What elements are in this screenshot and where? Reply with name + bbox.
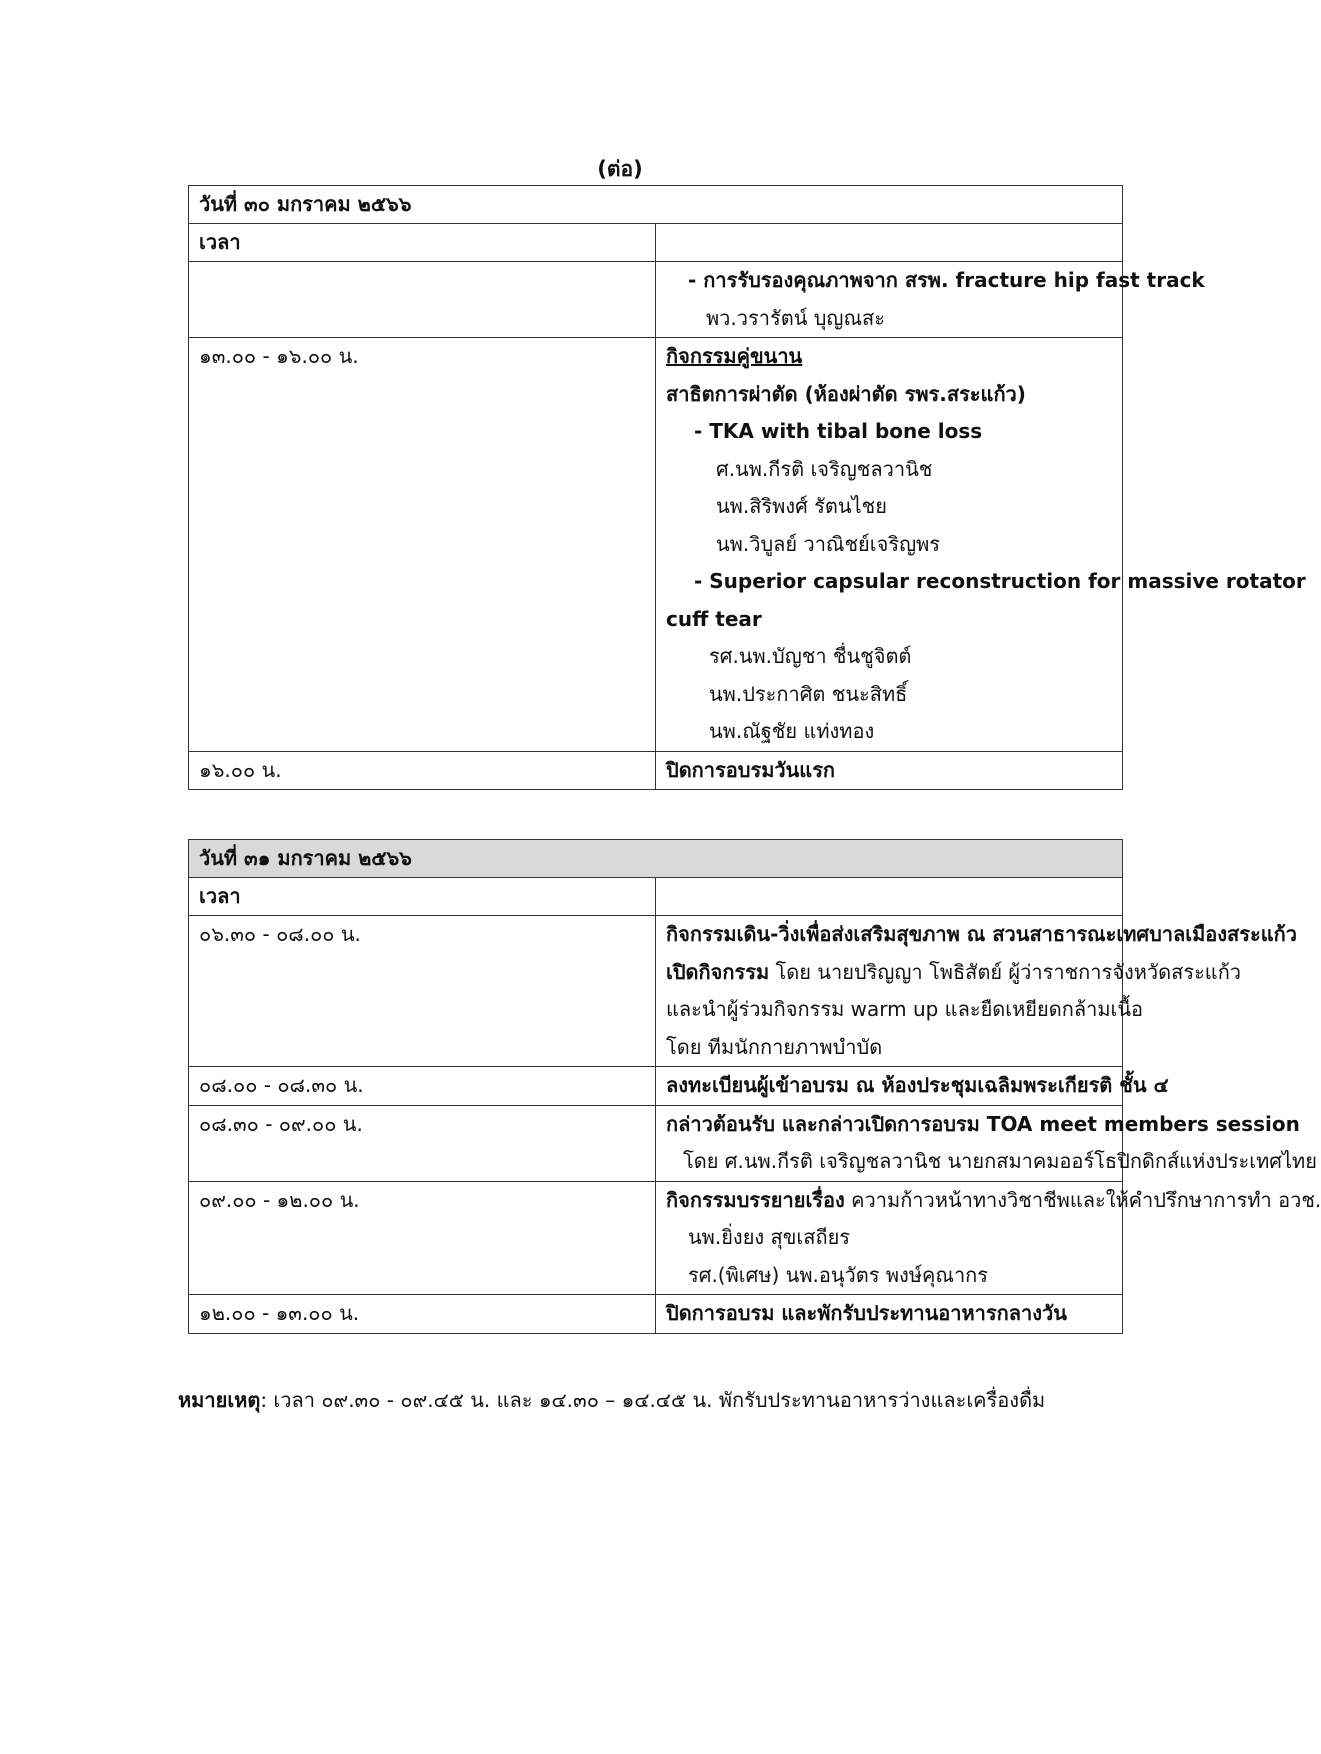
- activity-line: กล่าวต้อนรับ และกล่าวเปิดการอบรม TOA meet members session: [666, 1111, 1300, 1136]
- speaker-name: ศ.นพ.กีรติ เจริญชลวานิช: [716, 456, 933, 481]
- time-cell: ๑๖.๐๐ น.: [189, 751, 656, 790]
- activity-detail: ความก้าวหน้าทางวิชาชีพและให้คำปรึกษาการทำ อวช.: [844, 1187, 1321, 1212]
- activity-cell: [656, 916, 1297, 1067]
- column-label-row: [189, 224, 1123, 262]
- activity-line: - การรับรองคุณภาพจาก สรพ. fracture hip fast track: [688, 268, 1205, 292]
- speaker-name: นพ.ยิ่งยง สุขเสถียร: [688, 1225, 851, 1249]
- activity-cell: [656, 1181, 1321, 1295]
- activity-line: กิจกรรมเดิน-วิ่งเพื่อส่งเสริมสุขภาพ ณ สวนสาธารณะเทศบาลเมืองสระแก้ว: [666, 922, 1297, 946]
- table-row: [189, 1067, 1123, 1106]
- time-cell: ๐๖.๓๐ - ๐๘.๐๐ น.: [189, 916, 656, 1067]
- speaker-name: พว.วรารัตน์ บุญณสะ: [706, 305, 885, 330]
- time-cell: ๐๘.๓๐ - ๐๙.๐๐ น.: [189, 1105, 656, 1181]
- table-row: [189, 262, 1123, 338]
- activity-cell: [656, 1105, 1317, 1181]
- speaker-name: นพ.ประกาศิต ชนะสิทธิ์: [709, 681, 908, 706]
- time-column-label: เวลา: [189, 224, 656, 262]
- activity-label: เปิดกิจกรรม: [666, 959, 770, 984]
- continued-label: (ต่อ): [597, 157, 643, 181]
- table-row: [189, 916, 1123, 1067]
- day-header: วันที่ ๓๑ มกราคม ๒๕๖๖: [189, 840, 1123, 878]
- activity-item-continued: cuff tear: [666, 606, 762, 631]
- activity-line: [666, 1182, 1321, 1220]
- activity-line: โดย ศ.นพ.กีรติ เจริญชลวานิช นายกสมาคมออร์โธปิกดิกส์แห่งประเทศไทย: [683, 1149, 1317, 1173]
- time-cell: ๑๓.๐๐ - ๑๖.๐๐ น.: [189, 338, 656, 752]
- time-column-label: เวลา: [189, 878, 656, 916]
- table-row: [189, 338, 1123, 752]
- activity-cell: [656, 338, 1306, 752]
- footnote-label: หมายเหตุ: [178, 1388, 261, 1412]
- table-row: [189, 1295, 1123, 1334]
- activity-line: ปิดการอบรม และพักรับประทานอาหารกลางวัน: [666, 1301, 1067, 1325]
- time-cell: [189, 262, 656, 338]
- speaker-name: รศ.(พิเศษ) นพ.อนุวัตร พงษ์คุณากร: [688, 1262, 989, 1287]
- activity-item: - TKA with tibal bone loss: [694, 419, 983, 443]
- activity-item: - Superior capsular reconstruction for massive rotator: [694, 569, 1306, 593]
- schedule-table-day2: [188, 839, 1321, 1334]
- activity-heading: กิจกรรมคู่ขนาน: [666, 344, 803, 368]
- activity-detail: โดย นายปริญญา โพธิสัตย์ ผู้ว่าราชการจังหวัดสระแก้ว: [769, 959, 1242, 984]
- speaker-name: รศ.นพ.บัญชา ชื่นชูจิตต์: [709, 644, 912, 668]
- schedule-table-day1: [188, 185, 1306, 790]
- time-cell: ๐๘.๐๐ - ๐๘.๓๐ น.: [189, 1067, 656, 1106]
- speaker-name: นพ.ณัฐชัย แท่งทอง: [709, 719, 875, 743]
- table-row: [189, 1181, 1123, 1295]
- activity-cell: [656, 1067, 1169, 1106]
- table-row: [189, 1105, 1123, 1181]
- speaker-name: นพ.สิริพงศ์ รัตนไชย: [716, 494, 887, 518]
- activity-line: ปิดการอบรมวันแรก: [666, 757, 836, 782]
- table-row: [189, 751, 1123, 790]
- activity-line: และนำผู้ร่วมกิจกรรม warm up และยืดเหยียดกล้ามเนื้อ: [666, 997, 1144, 1021]
- table-header-row: [189, 840, 1123, 878]
- activity-column-label: [656, 878, 1123, 916]
- time-cell: ๐๙.๐๐ - ๑๒.๐๐ น.: [189, 1181, 656, 1295]
- footnote-text: : เวลา ๐๙.๓๐ - ๐๙.๔๕ น. และ ๑๔.๓๐ – ๑๔.๔๕ น. พักรับประทานอาหารว่างและเครื่องดื่ม: [260, 1388, 1046, 1412]
- column-label-row: [189, 878, 1123, 916]
- activity-line: ลงทะเบียนผู้เข้าอบรม ณ ห้องประชุมเฉลิมพระเกียรติ ชั้น ๔: [666, 1073, 1169, 1097]
- activity-cell: [656, 262, 1205, 338]
- activity-label: กิจกรรมบรรยายเรื่อง: [666, 1187, 845, 1212]
- footnote: [178, 1383, 1045, 1417]
- speaker-name: นพ.วิบูลย์ วาณิชย์เจริญพร: [716, 531, 941, 556]
- activity-cell: [656, 751, 1123, 790]
- activity-line: [666, 954, 1242, 992]
- activity-cell: [656, 1295, 1123, 1334]
- activity-subheading: สาธิตการผ่าตัด (ห้องผ่าตัด รพร.สระแก้ว): [666, 381, 1026, 406]
- time-cell: ๑๒.๐๐ - ๑๓.๐๐ น.: [189, 1295, 656, 1334]
- day-header: วันที่ ๓๐ มกราคม ๒๕๖๖: [189, 186, 1123, 224]
- activity-column-label: [656, 224, 1123, 262]
- table-header-row: [189, 186, 1123, 224]
- activity-line: โดย ทีมนักกายภาพบำบัด: [666, 1034, 883, 1059]
